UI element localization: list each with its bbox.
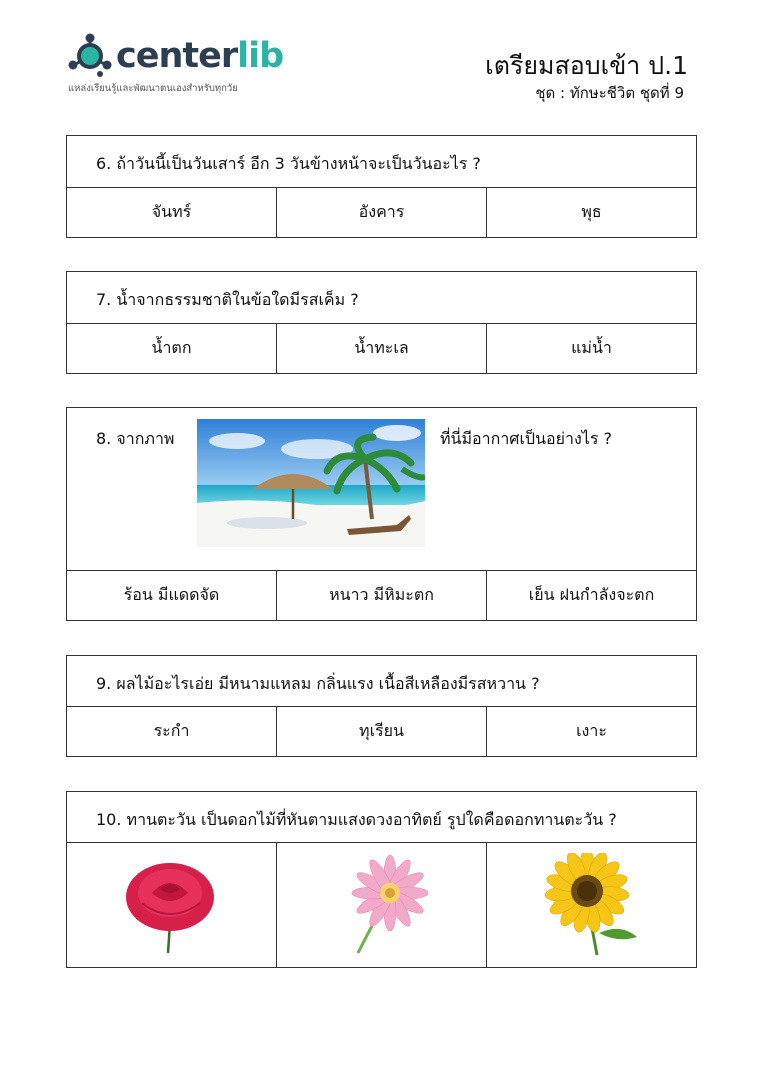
answer-options <box>67 571 696 620</box>
question-text: 6. ถ้าวันนี้เป็นวันเสาร์ อีก 3 วันข้างหน้าจะเป็นวันอะไร ? <box>96 154 481 173</box>
answer-options <box>67 707 696 756</box>
answer-options <box>67 324 696 373</box>
answer-option[interactable]: น้ำทะเล <box>277 324 487 373</box>
question-text: 7. น้ำจากธรรมชาติในข้อใดมีรสเค็ม ? <box>96 290 359 309</box>
beach-photo-icon <box>197 419 425 547</box>
image-answer-options <box>67 843 696 967</box>
answer-option[interactable]: ระกำ <box>67 707 277 756</box>
question-text-start: 8. จากภาพ <box>96 429 175 448</box>
question-text: 10. ทานตะวัน เป็นดอกไม้ที่หันตามแสงดวงอาทิตย์ รูปใดคือดอกทานตะวัน ? <box>96 810 617 829</box>
answer-option[interactable]: พุธ <box>581 202 602 221</box>
question-7 <box>66 271 697 374</box>
question-text-end: ที่นี่มีอากาศเป็นอย่างไร ? <box>440 429 613 448</box>
answer-option[interactable]: เย็น ฝนกำลังจะตก <box>528 585 655 604</box>
brand-tagline: แหล่งเรียนรู้และพัฒนาตนเองสำหรับทุกวัย <box>68 83 238 94</box>
question-text: 9. ผลไม้อะไรเอ่ย มีหนามแหลม กลิ่นแรง เนื้อสีเหลืองมีรสหวาน ? <box>96 674 540 693</box>
answer-option[interactable]: เงาะ <box>576 721 607 740</box>
molecule-logo-icon <box>66 32 114 80</box>
answer-option[interactable]: ทุเรียน <box>277 707 487 756</box>
answer-option[interactable]: อังคาร <box>277 188 487 237</box>
answer-option[interactable]: น้ำตก <box>67 324 277 373</box>
brand-name: centerlib <box>116 36 284 76</box>
question-9 <box>66 655 697 757</box>
question-8 <box>66 407 697 621</box>
rose-icon <box>122 853 222 958</box>
page-subtitle: ชุด : ทักษะชีวิต ชุดที่ 9 <box>535 84 684 102</box>
sunflower-icon <box>537 853 647 958</box>
image-answer-option[interactable] <box>277 843 487 967</box>
answer-option[interactable]: ร้อน มีแดดจัด <box>67 571 277 620</box>
answer-option[interactable]: จันทร์ <box>67 188 277 237</box>
page-title: เตรียมสอบเข้า ป.1 <box>485 51 688 80</box>
answer-option[interactable]: แม่น้ำ <box>571 338 612 357</box>
image-answer-option[interactable] <box>67 843 277 967</box>
image-answer-option[interactable] <box>487 843 696 967</box>
gerbera-icon <box>332 853 432 958</box>
brand-logo <box>66 32 296 102</box>
question-6 <box>66 135 697 238</box>
answer-option[interactable]: หนาว มีหิมะตก <box>277 571 487 620</box>
question-10 <box>66 791 697 968</box>
answer-options <box>67 188 696 237</box>
